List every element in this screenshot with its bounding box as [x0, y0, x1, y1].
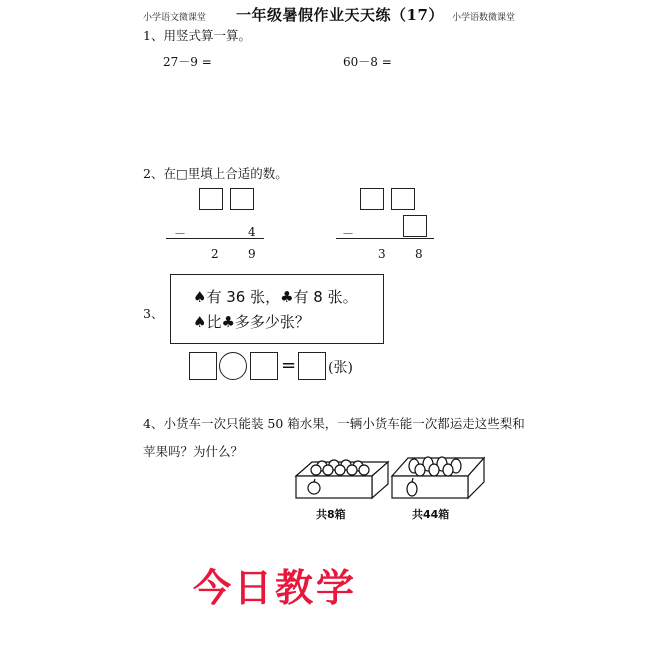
- problem-card: [170, 274, 384, 344]
- q1-expression-a: 27－9 =: [163, 55, 212, 69]
- daily-lesson-banner: 今日教学: [193, 566, 358, 610]
- page-title: 一年级暑假作业天天练（17）: [236, 6, 444, 24]
- operator-circle[interactable]: [219, 352, 247, 380]
- apple-crate-count: 共8箱: [316, 508, 346, 521]
- equals-sign: =: [281, 355, 297, 376]
- divider-line: [336, 238, 434, 239]
- subtrahend-digit: 4: [248, 225, 256, 239]
- card-line-1: ♠有 36 张，♣有 8 张。: [193, 288, 358, 306]
- equation-box[interactable]: [250, 352, 278, 380]
- left-watermark: 小学语文微课堂: [143, 13, 207, 23]
- right-watermark: 小学语数微课堂: [452, 13, 516, 23]
- card-line-2: ♠比♣多多少张？: [193, 313, 310, 331]
- result-digit: 2: [211, 247, 219, 261]
- answer-box[interactable]: [199, 188, 223, 210]
- pear-crate-image: [392, 457, 484, 498]
- answer-box[interactable]: [391, 188, 415, 210]
- minus-sign: －: [342, 227, 355, 241]
- result-digit: 3: [378, 247, 386, 261]
- q1-expression-b: 60－8 =: [343, 55, 392, 69]
- answer-box[interactable]: [298, 352, 326, 380]
- question-3-label: 3、: [143, 306, 164, 321]
- equation-box[interactable]: [189, 352, 217, 380]
- question-1-label: 1、用竖式算一算。: [143, 28, 251, 43]
- apple-crate-image: [296, 460, 388, 498]
- question-4-label-line-2: 苹果吗？为什么？: [143, 444, 244, 459]
- answer-box[interactable]: [230, 188, 254, 210]
- fruit-crates-illustration: [288, 446, 488, 506]
- minus-sign: －: [174, 227, 187, 241]
- question-4-label-line-1: 4、小货车一次只能装 50 箱水果，一辆小货车能一次都运走这些梨和: [143, 416, 525, 431]
- result-digit: 8: [415, 247, 423, 261]
- result-digit: 9: [248, 247, 256, 261]
- divider-line: [166, 238, 264, 239]
- pear-crate-count: 共44箱: [412, 508, 450, 521]
- answer-box[interactable]: [403, 215, 427, 237]
- question-2-label: 2、在□里填上合适的数。: [143, 166, 288, 181]
- unit-label: (张): [328, 360, 353, 376]
- answer-box[interactable]: [360, 188, 384, 210]
